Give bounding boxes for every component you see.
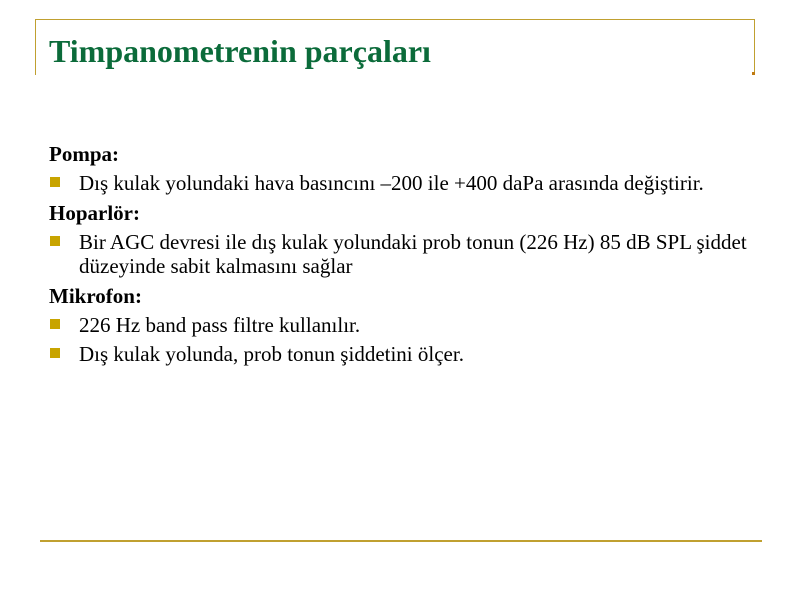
section-hoparlor (49, 200, 754, 278)
title-frame-top-line (35, 19, 754, 20)
bullet-text: Bir AGC devresi ile dış kulak yolundaki prob tonun (226 Hz) 85 dB SPL şiddet düzeyinde sabit kalmasını sağlar (79, 230, 747, 278)
section-mikrofon (49, 283, 754, 366)
bullet-item (49, 230, 754, 278)
square-bullet-icon (50, 319, 60, 329)
title-frame-right-line (754, 19, 755, 75)
bullet-list-hoparlor (49, 230, 754, 278)
section-heading-hoparlor: Hoparlör: (49, 201, 140, 225)
square-bullet-icon (50, 348, 60, 358)
bullet-item (49, 342, 754, 366)
square-bullet-icon (50, 236, 60, 246)
bullet-item (49, 313, 754, 337)
bullet-list-pompa (49, 171, 754, 195)
section-pompa (49, 141, 754, 195)
bullet-item (49, 171, 754, 195)
bullet-text: Dış kulak yolunda, prob tonun şiddetini ölçer. (79, 342, 464, 366)
bullet-text: 226 Hz band pass filtre kullanılır. (79, 313, 361, 337)
bottom-rule (40, 540, 762, 542)
section-heading-mikrofon: Mikrofon: (49, 284, 142, 308)
slide-content (49, 141, 754, 371)
title-frame-left-line (35, 19, 36, 75)
square-bullet-icon (50, 177, 60, 187)
section-heading-pompa: Pompa: (49, 142, 119, 166)
title-frame-accent-dot (752, 72, 755, 75)
bullet-list-mikrofon (49, 313, 754, 366)
slide-title: Timpanometrenin parçaları (49, 33, 431, 69)
bullet-text: Dış kulak yolundaki hava basıncını –200 ile +400 daPa arasında değiştirir. (79, 171, 704, 195)
